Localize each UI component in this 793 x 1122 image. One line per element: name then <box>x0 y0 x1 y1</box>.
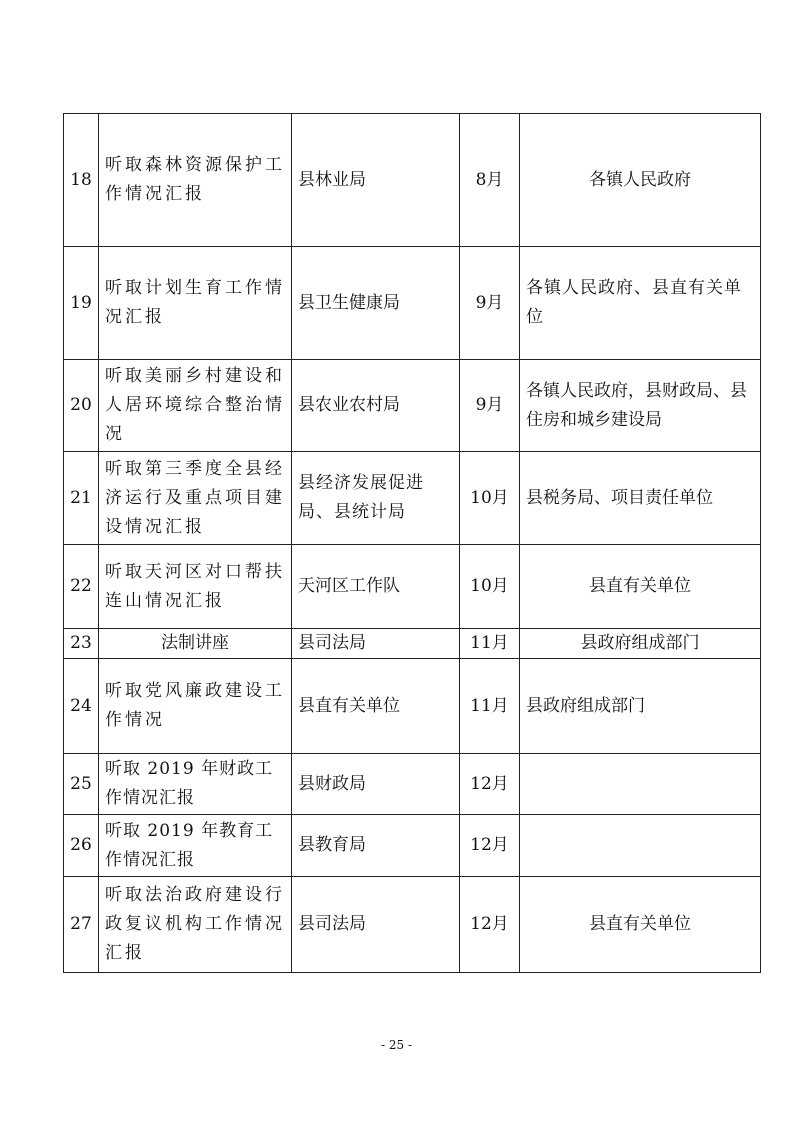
row-number: 24 <box>64 659 99 754</box>
responsible-dept: 县司法局 <box>292 629 460 659</box>
month: 11月 <box>460 629 520 659</box>
month: 10月 <box>460 545 520 629</box>
responsible-dept: 县农业农村局 <box>292 360 460 452</box>
participating-units: 县税务局、项目责任单位 <box>520 452 761 545</box>
row-number: 22 <box>64 545 99 629</box>
responsible-dept: 县卫生健康局 <box>292 247 460 360</box>
responsible-dept: 县财政局 <box>292 754 460 815</box>
agenda-item: 听取森林资源保护工作情况汇报 <box>99 114 292 247</box>
row-number: 20 <box>64 360 99 452</box>
agenda-item: 听取法治政府建设行政复议机构工作情况汇报 <box>99 877 292 973</box>
table-row <box>64 247 761 360</box>
agenda-item: 听取美丽乡村建设和人居环境综合整治情况 <box>99 360 292 452</box>
responsible-dept: 县林业局 <box>292 114 460 247</box>
participating-units: 县政府组成部门 <box>520 629 761 659</box>
agenda-item: 听取计划生育工作情况汇报 <box>99 247 292 360</box>
agenda-item: 法制讲座 <box>99 629 292 659</box>
table-row <box>64 659 761 754</box>
participating-units: 各镇人民政府，县财政局、县住房和城乡建设局 <box>520 360 761 452</box>
month: 12月 <box>460 754 520 815</box>
table-row <box>64 452 761 545</box>
page-number: - 25 - <box>380 1038 412 1052</box>
month: 12月 <box>460 877 520 973</box>
month: 11月 <box>460 659 520 754</box>
participating-units <box>520 754 761 815</box>
month: 9月 <box>460 360 520 452</box>
table-row <box>64 754 761 815</box>
participating-units: 县直有关单位 <box>520 877 761 973</box>
responsible-dept: 天河区工作队 <box>292 545 460 629</box>
row-number: 26 <box>64 815 99 877</box>
row-number: 19 <box>64 247 99 360</box>
table-row <box>64 545 761 629</box>
schedule-table <box>63 113 761 973</box>
agenda-item: 听取 2019 年教育工作情况汇报 <box>99 815 292 877</box>
month: 12月 <box>460 815 520 877</box>
participating-units <box>520 815 761 877</box>
participating-units: 各镇人民政府、县直有关单位 <box>520 247 761 360</box>
month: 10月 <box>460 452 520 545</box>
agenda-item: 听取第三季度全县经济运行及重点项目建设情况汇报 <box>99 452 292 545</box>
month: 8月 <box>460 114 520 247</box>
agenda-item: 听取天河区对口帮扶连山情况汇报 <box>99 545 292 629</box>
table-row <box>64 629 761 659</box>
participating-units: 县直有关单位 <box>520 545 761 629</box>
row-number: 23 <box>64 629 99 659</box>
row-number: 27 <box>64 877 99 973</box>
table-row <box>64 815 761 877</box>
responsible-dept: 县经济发展促进局、县统计局 <box>292 452 460 545</box>
table-row <box>64 877 761 973</box>
month: 9月 <box>460 247 520 360</box>
row-number: 25 <box>64 754 99 815</box>
participating-units: 县政府组成部门 <box>520 659 761 754</box>
responsible-dept: 县直有关单位 <box>292 659 460 754</box>
row-number: 18 <box>64 114 99 247</box>
agenda-item: 听取党风廉政建设工作情况 <box>99 659 292 754</box>
table-row <box>64 114 761 247</box>
table-row <box>64 360 761 452</box>
responsible-dept: 县教育局 <box>292 815 460 877</box>
participating-units: 各镇人民政府 <box>520 114 761 247</box>
responsible-dept: 县司法局 <box>292 877 460 973</box>
agenda-item: 听取 2019 年财政工作情况汇报 <box>99 754 292 815</box>
row-number: 21 <box>64 452 99 545</box>
